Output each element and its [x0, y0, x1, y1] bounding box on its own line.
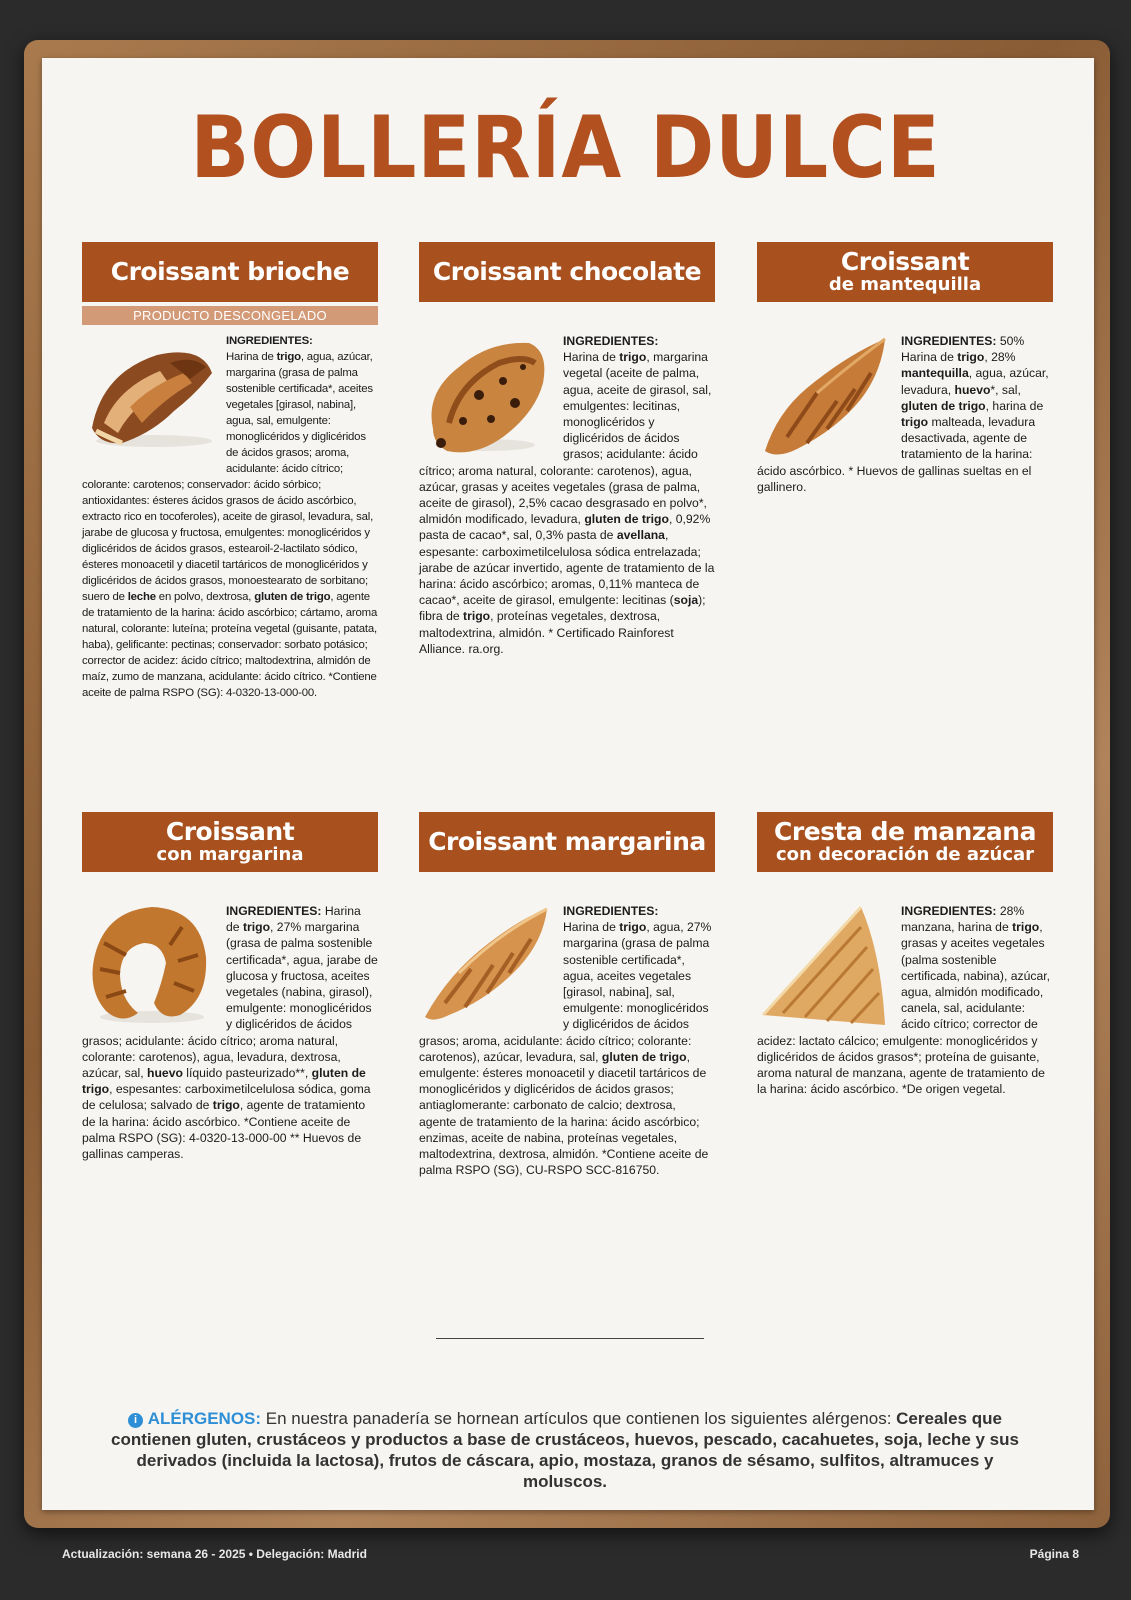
ingredients-label: INGREDIENTES: — [226, 904, 322, 918]
product-banner — [757, 242, 1053, 302]
product-name-sub: con decoración de azúcar — [775, 843, 1035, 865]
product-name-sub: con margarina — [156, 843, 304, 865]
croissant-con-margarina-image — [82, 903, 222, 1028]
ingredients-text — [419, 903, 715, 1178]
product-card-cresta-manzana — [757, 812, 1053, 1097]
product-card-croissant-mantequilla — [757, 242, 1053, 495]
ingredients-list: Harina de trigo, margarina vegetal (aceite de palma, agua, aceite de girasol, sal, emulgentes: lecitinas, monoglicéridos y diglicéridos de ácidos grasos; acidulante: ácido cítrico; aroma natural, colorante: carotenos), agua, azúcar, grasas y aceites vegetales (grasa de palma, aceite de girasol), 2,5% cacao desgrasado en polvo*, almidón modificado, levadura, gluten de trigo, 0,92% pasta de cacao*, sal, 0,3% pasta de avellana, espesante: carboximetilcelulosa sódica entrelazada; jarabe de azúcar invertido, agente de tratamiento de la harina: ácido ascórbico; aromas, 0,11% manteca de cacao*, aceite de girasol, emulgente: lecitinas (soja); fibra de trigo, proteínas vegetales, dextrosa, maltodextrina, almidón. * Certificado Rainforest Alliance. ra.org. — [419, 350, 715, 656]
product-banner — [82, 242, 378, 302]
product-card-croissant-margarina — [419, 812, 715, 1178]
ingredients-label: INGREDIENTES: — [563, 904, 659, 918]
allergen-label: ALÉRGENOS: — [147, 1409, 262, 1428]
product-name: Cresta de manzana — [774, 817, 1036, 847]
cresta-manzana-image — [757, 903, 897, 1028]
product-banner — [419, 812, 715, 872]
info-icon: i — [128, 1413, 143, 1428]
product-card-croissant-con-margarina — [82, 812, 378, 1162]
croissant-mantequilla-image — [757, 333, 897, 458]
ingredients-list: Harina de trigo, 28% mantequilla, agua, azúcar, levadura, huevo*, sal, gluten de trigo, harina de trigo malteada, levadura desactivada, agente de tratamiento de la harina: ácido ascórbico. * Huevos de gallinas sueltas en el gallinero. — [757, 350, 1049, 494]
status-tag: PRODUCTO DESCONGELADO — [82, 306, 378, 325]
product-banner — [419, 242, 715, 302]
product-banner — [82, 812, 378, 872]
ingredients-list: de trigo, 27% margarina (grasa de palma sostenible certificada*, agua, jarabe de glucosa y fructosa, aceites vegetales (nabina, girasol), emulgente: monoglicéridos y diglicéridos de ácidos grasos; acidulante: ácido cítrico; aroma natural, colorante: carotenos), agua, levadura, dextrosa, azúcar, sal, huevo líquido pasteurizado**, gluten de trigo, espesantes: carboximetilcelulosa sódica, goma de celulosa; salvado de trigo, agente de tratamiento de la harina: ácido ascórbico. *Contiene aceite de palma RSPO (SG): 4-0320-13-000-00 ** Huevos de gallinas camperas. — [82, 920, 378, 1162]
ingredients-text — [82, 333, 378, 701]
ingredients-text — [419, 333, 715, 657]
product-banner — [757, 812, 1053, 872]
ingredients-list: Harina de trigo, agua, azúcar, margarina (grasa de palma sostenible certificada*, aceites vegetales [girasol, nabina], agua, sal, emulgente: monoglicéridos y diglicéridos de ácidos grasos; aroma, acidulante: ácido cítrico; colorante: carotenos; conservador: ácido sórbico; antioxidantes: ésteres ácidos grasos de ácido ascórbico, extracto rico en tocoferoles), aceite de girasol, levadura, sal, jarabe de glucosa y fructosa, emulgentes: monoglicéridos y diglicéridos de ácidos grasos, estearoil-2-lactilato sódico, ésteres monoacetil y diacetil tartáricos de monoglicéridos y diglicéridos de ácidos grasos, monoestearato de sorbitano; suero de leche en polvo, dextrosa, gluten de trigo, agente de tratamiento de la harina: ácido ascórbico; cártamo, aroma natural, colorante: luteína; proteína vegetal (guisante, patata, haba), gelificante: pectinas; conservador: sorbato potásico; corrector de acidez: ácido cítrico; maltodextrina, almidón de maíz, zumo de manzana, acidulante: ácido cítrico. *Contiene aceite de palma RSPO (SG): 4-0320-13-000-00. — [82, 351, 378, 699]
product-name: Croissant brioche — [110, 256, 350, 286]
product-name: Croissant — [165, 817, 295, 847]
product-card-croissant-chocolate — [419, 242, 715, 657]
page-number: Página 8 — [1029, 1547, 1079, 1561]
ingredients-list: manzana, harina de trigo, grasas y aceites vegetales (palma sostenible certificada, nabina), azúcar, agua, almidón modificado, canela, sal, acidulante: ácido cítrico; corrector de acidez: lactato cálcico; emulgente: monoglicéridos y diglicéridos de ácidos grasos*; proteína de guisante, aroma natural de manzana, agente de tratamiento de la harina: ácido ascórbico. *De origen vegetal. — [757, 920, 1051, 1097]
product-name-sub: de mantequilla — [828, 273, 982, 295]
croissant-margarina-image — [419, 903, 559, 1028]
product-name: Croissant chocolate — [432, 256, 702, 286]
ingredients-text: INGREDIENTES: 28% manzana, harina de trigo, grasas y aceites vegetales (palma sostenible certificada, nabina), azúcar, agua, almidón modificado, canela, sal, acidulante: ácido cítrico; corrector de acidez: lactato cálcico; emulgente: monoglicéridos y diglicéridos de ácidos grasos*; proteína de guisante, aroma natural de manzana, agente de tratamiento de la harina: ácido ascórbico. *De origen vegetal. — [757, 904, 1051, 1097]
product-card-croissant-brioche — [82, 242, 378, 701]
divider — [436, 1338, 704, 1339]
ingredients-list: Harina de trigo, agua, 27% margarina (grasa de palma sostenible certificada*, agua, aceites vegetales [girasol, nabina], sal, emulgente: monoglicéridos y diglicéridos de ácidos grasos; aroma, acidulante: ácido cítrico; colorante: carotenos), azúcar, levadura, sal, gluten de trigo, emulgente: ésteres monoacetil y diacetil tartáricos de monoglicéridos y diglicéridos de ácidos grasos; antiaglomerante: carbonato de calcio; dextrosa, agente de tratamiento de la harina: ácido ascórbico; enzimas, aceite de nabina, proteínas vegetales, maltodextrina, dextrosa, almidón. *Contiene aceite de palma RSPO (SG), CU-RSPO SCC-816750. — [419, 920, 712, 1178]
croissant-brioche-image — [82, 333, 222, 458]
ingredients-text: INGREDIENTES: Harina de trigo, 27% margarina (grasa de palma sostenible certificada*, agua, jarabe de glucosa y fructosa, aceites vegetales (nabina, girasol), emulgente: monoglicéridos y diglicéridos de ácidos grasos; acidulante: ácido cítrico; aroma natural, colorante: carotenos), agua, levadura, dextrosa, azúcar, sal, huevo líquido pasteurizado**, gluten de trigo, espesantes: carboximetilcelulosa sódica, goma de celulosa; salvado de trigo, agente de tratamiento de la harina: ácido ascórbico. *Contiene aceite de palma RSPO (SG): 4-0320-13-000-00 ** Huevos de gallinas camperas. — [82, 904, 378, 1162]
footer-update: Actualización: semana 26 - 2025 • Delegación: Madrid — [62, 1547, 367, 1561]
allergen-notice — [100, 1408, 1030, 1492]
ingredients-label: INGREDIENTES: — [563, 334, 659, 348]
allergen-list: Cereales que contienen gluten, crustáceos y productos a base de crustáceos, huevos, pescado, cacahuetes, soja, leche y sus derivados (incluida la lactosa), frutos de cáscara, apio, mostaza, granos de sésamo, sulfitos, altramuces y moluscos. — [111, 1409, 1019, 1491]
page-title: BOLLERÍA DULCE — [190, 98, 941, 198]
ingredients-label: INGREDIENTES: — [901, 904, 997, 918]
ingredients-text: INGREDIENTES: 50% Harina de trigo, 28% mantequilla, agua, azúcar, levadura, huevo*, sal, gluten de trigo, harina de trigo malteada, levadura desactivada, agente de tratamiento de la harina: ácido ascórbico. * Huevos de gallinas sueltas en el gallinero. — [757, 334, 1049, 494]
ingredients-label: INGREDIENTES: — [226, 335, 313, 347]
croissant-chocolate-image — [419, 333, 559, 458]
ingredients-label: INGREDIENTES: — [901, 334, 997, 348]
allergen-intro: En nuestra panadería se hornean artículos que contienen los siguientes alérgenos: — [261, 1409, 897, 1428]
product-name: Croissant — [840, 247, 970, 277]
product-name: Croissant margarina — [428, 826, 706, 856]
